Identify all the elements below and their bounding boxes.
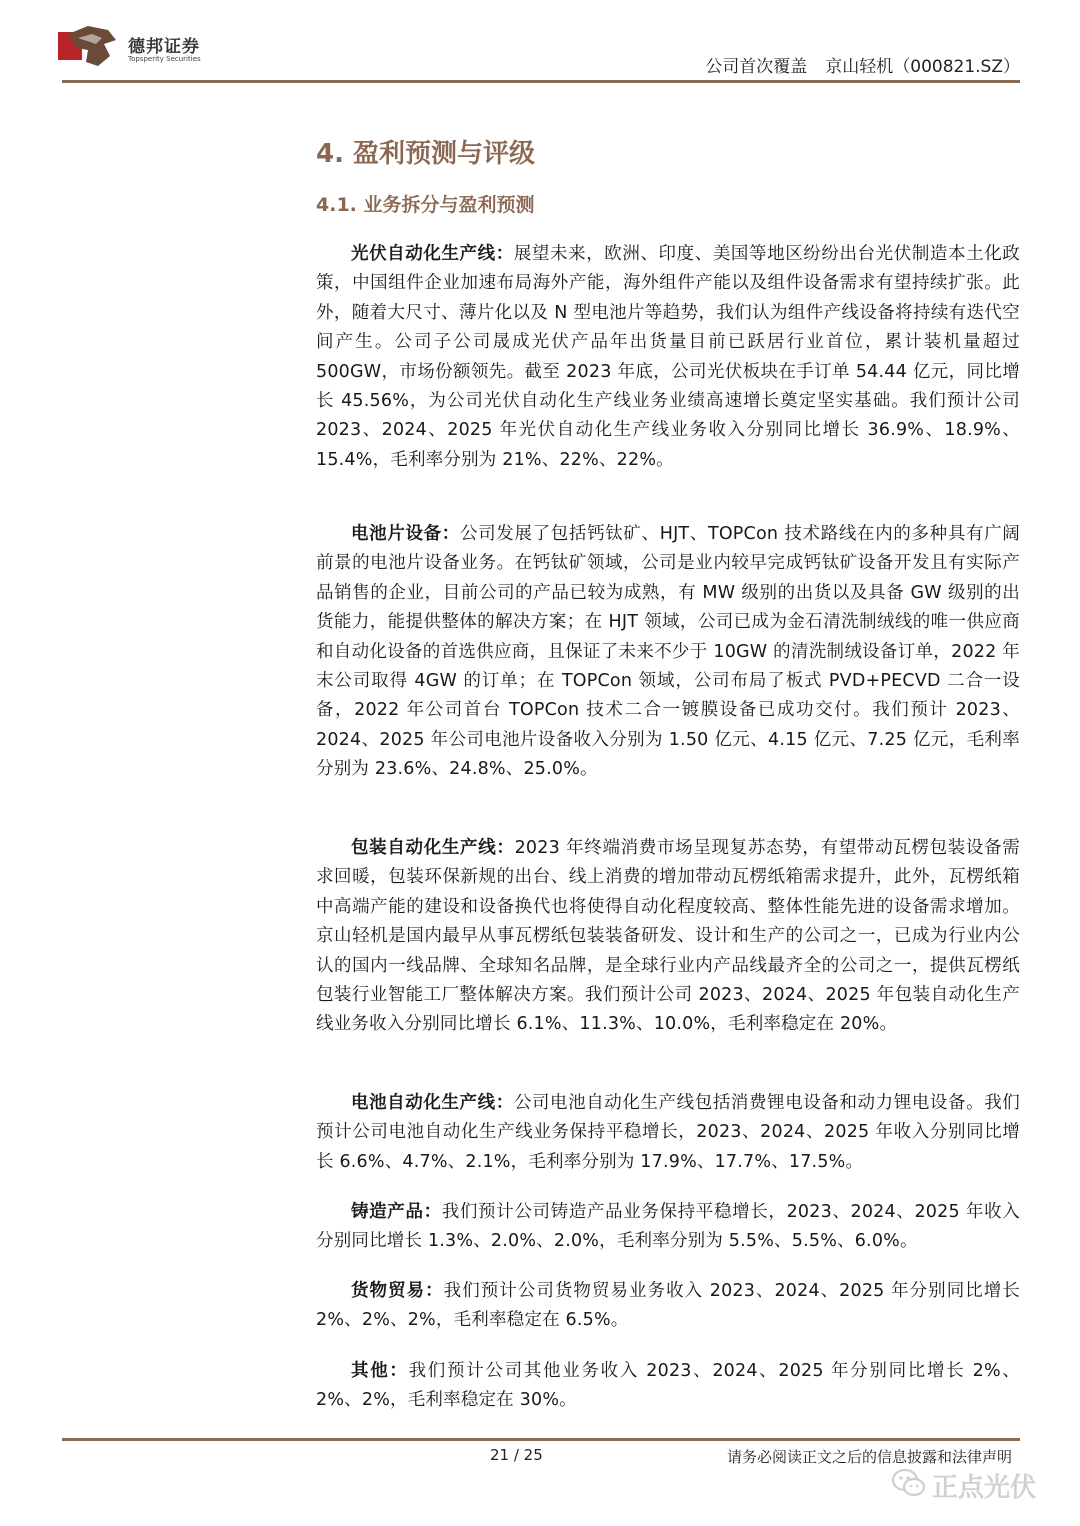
paragraph-lead: 光伏自动化生产线： (351, 244, 514, 264)
report-header-info (705, 52, 1020, 77)
paragraph-battery-line (316, 1089, 1020, 1177)
wechat-icon (892, 1468, 926, 1498)
company-logo (58, 22, 208, 74)
paragraph-lead: 货物贸易： (351, 1281, 444, 1301)
paragraph-cell-equipment (316, 520, 1020, 785)
paragraph-pv-line (316, 240, 1020, 475)
section-subtitle: 4.1. 业务拆分与盈利预测 (316, 194, 535, 216)
paragraph-text: 2023 年终端消费市场呈现复苏态势，有望带动瓦楞包装设备需求回暖，包装环保新规的出台、线上消费的增加带动瓦楞纸箱需求提升，此外，瓦楞纸箱中高端产能的建设和设备换代也将使得自动化程度较高、整体性能先进的设备需求增加。京山轻机是国内最早从事瓦楞纸包装装备研发、设计和生产的公司之一，已成为行业内公认的国内一线品牌、全球知名品牌，是全球行业内产品线最齐全的公司之一，提供瓦楞纸包装行业智能工厂整体解决方案。我们预计公司 2023、2024、2025 年包装自动化生产线业务收入分别同比增长 6.1%、11.3%、10.0%，毛利率稳定在 20%。 (316, 838, 1020, 1035)
page-number: 21 / 25 (490, 1446, 543, 1464)
logo-chinese-name: 德邦证券 (128, 37, 200, 57)
paragraph-trade (316, 1277, 1020, 1336)
paragraph-casting (316, 1198, 1020, 1257)
paragraph-lead: 包装自动化生产线： (351, 838, 515, 858)
logo-english-name: Topsperity Securities (128, 55, 201, 63)
paragraph-text: 公司发展了包括钙钛矿、HJT、TOPCon 技术路线在内的多种具有广阔前景的电池片设备业务。在钙钛矿领域，公司是业内较早完成钙钛矿设备开发且有实际产品销售的企业，目前公司的产品已较为成熟，有 MW 级别的出货以及具备 GW 级别的出货能力，能提供整体的解决方案；在 HJT 领域，公司已成为金石清洗制绒线的唯一供应商和自动化设备的首选供应商，且保证了未来不少于 10GW 的清洗制绒设备订单，2022 年末公司取得 4GW 的订单；在 TOPCon 领域，公司布局了板式 PVD+PECVD 二合一设备，2022 年公司首台 TOPCon 技术二合一镀膜设备已成功交付。我们预计 2023、2024、2025 年公司电池片设备收入分别为 1.50 亿元、4.15 亿元、7.25 亿元，毛利率分别为 23.6%、24.8%、25.0%。 (316, 524, 1021, 780)
paragraph-packaging-line (316, 834, 1020, 1040)
header-divider (62, 80, 1020, 83)
watermark-text: 正点光伏 (932, 1473, 1037, 1503)
paragraph-lead: 其他： (351, 1361, 409, 1381)
paragraph-text: 展望未来，欧洲、印度、美国等地区纷纷出台光伏制造本土化政策，中国组件企业加速布局海外产能，海外组件产能以及组件设备需求有望持续扩张。此外，随着大尺寸、薄片化以及 N 型电池片等趋势，我们认为组件产线设备将持续有迭代空间产生。公司子公司晟成光伏产品年出货量目前已跃居行业首位，累计装机量超过 500GW，市场份额领先。截至 2023 年底，公司光伏板块在手订单 54.44 亿元，同比增长 45.56%，为公司光伏自动化生产线业务业绩高速增长奠定坚实基础。我们预计公司 2023、2024、2025 年光伏自动化生产线业务收入分别同比增长 36.9%、18.9%、15.4%，毛利率分别为 21%、22%、22%。 (316, 244, 1020, 470)
footer-divider (62, 1438, 1020, 1441)
paragraph-text: 我们预计公司铸造产品业务保持平稳增长，2023、2024、2025 年收入分别同比增长 1.3%、2.0%、2.0%，毛利率分别为 5.5%、5.5%、6.0%。 (316, 1202, 1020, 1252)
legal-disclaimer: 请务必阅读正文之后的信息披露和法律声明 (726, 1448, 1012, 1466)
paragraph-lead: 铸造产品： (351, 1202, 442, 1222)
paragraph-text: 公司电池自动化生产线包括消费锂电设备和动力锂电设备。我们预计公司电池自动化生产线业务保持平稳增长，2023、2024、2025 年收入分别同比增长 6.6%、4.7%、2.1%，毛利率分别为 17.9%、17.7%、17.5%。 (316, 1093, 1020, 1172)
paragraph-text: 我们预计公司货物贸易业务收入 2023、2024、2025 年分别同比增长 2%、2%、2%，毛利率稳定在 6.5%。 (316, 1281, 1020, 1331)
paragraph-lead: 电池自动化生产线： (351, 1093, 514, 1113)
logo-mark-icon (58, 22, 120, 72)
watermark (892, 1464, 1044, 1502)
paragraph-other (316, 1357, 1020, 1416)
paragraph-text: 我们预计公司其他业务收入 2023、2024、2025 年分别同比增长 2%、2%、2%，毛利率稳定在 30%。 (316, 1361, 1020, 1411)
paragraph-lead: 电池片设备： (351, 524, 460, 544)
company-ticker: 京山轻机（000821.SZ） (825, 57, 1020, 77)
section-title: 4. 盈利预测与评级 (316, 139, 536, 169)
report-type: 公司首次覆盖 (705, 57, 808, 77)
